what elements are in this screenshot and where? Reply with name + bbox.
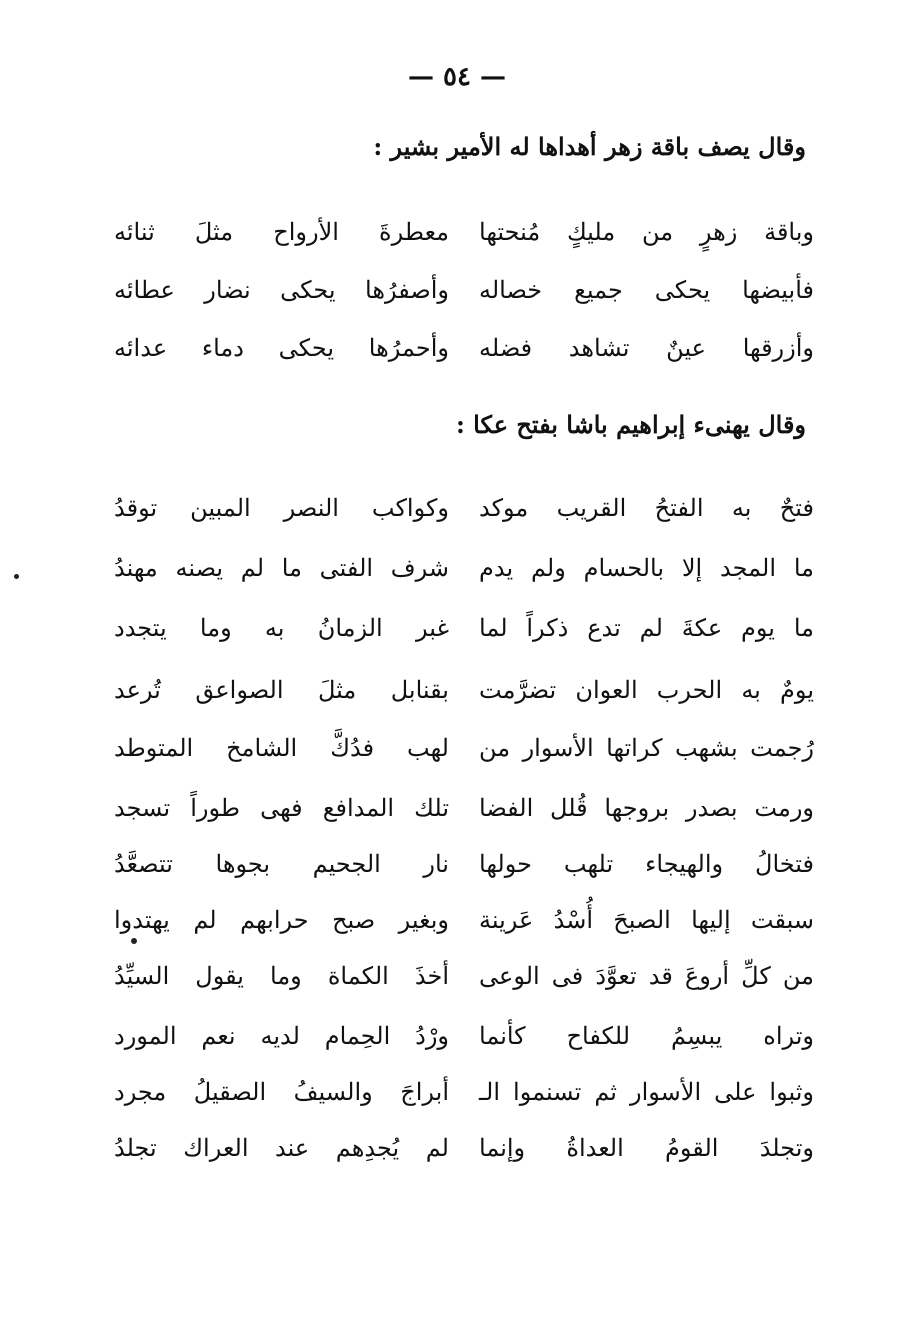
verse xyxy=(114,734,814,778)
verse xyxy=(114,218,814,262)
verse xyxy=(114,554,814,598)
verse-second-hemistich: نار الجحيم بجوها تتصعَّدُ xyxy=(114,850,449,878)
scan-speck xyxy=(131,938,137,944)
verse-first-hemistich: من كلِّ أروعَ قد تعوَّدَ فى الوعى xyxy=(479,962,814,990)
verse-first-hemistich: ما المجد إلا بالحسام ولم يدم xyxy=(479,554,814,582)
verse-second-hemistich: وأحمرُها يحكى دماء عدائه xyxy=(114,334,449,362)
verse-second-hemistich: شرف الفتى ما لم يصنه مهندُ xyxy=(114,554,449,582)
verse-second-hemistich: لم يُجدِهم عند العراك تجلدُ xyxy=(114,1134,449,1162)
verse xyxy=(114,494,814,538)
verse xyxy=(114,794,814,838)
verse-second-hemistich: لهب فدُكَّ الشامخ المتوطد xyxy=(114,734,449,762)
verse xyxy=(114,276,814,320)
verse-first-hemistich: سبقت إليها الصبحَ أُسْدُ عَرينة xyxy=(479,906,814,934)
verse-second-hemistich: ورْدُ الحِمام لديه نعم المورد xyxy=(114,1022,449,1050)
scan-speck xyxy=(14,574,19,579)
verse-first-hemistich: وتجلدَ القومُ العداةُ وإنما xyxy=(479,1134,814,1162)
verse-first-hemistich: فتحٌ به الفتحُ القريب موكد xyxy=(479,494,814,522)
verse-second-hemistich: وكواكب النصر المبين توقدُ xyxy=(114,494,449,522)
poem-heading-2: وقال يهنىء إبراهيم باشا بفتح عكا : xyxy=(455,410,806,439)
verse-first-hemistich: يومٌ به الحرب العوان تضرَّمت xyxy=(479,676,814,704)
verse-first-hemistich: وباقة زهرٍ من مليكٍ مُنحتها xyxy=(479,218,814,246)
verse-first-hemistich: ورمت بصدر بروجها قُلل الفضا xyxy=(479,794,814,822)
verse-first-hemistich: وتراه يبسِمُ للكفاح كأنما xyxy=(479,1022,814,1050)
verse xyxy=(114,1022,814,1066)
verse xyxy=(114,850,814,894)
verse xyxy=(114,1078,814,1122)
verse-first-hemistich: فأبيضها يحكى جميع خصاله xyxy=(479,276,814,304)
verse-first-hemistich: وثبوا على الأسوار ثم تسنموا الـ xyxy=(479,1078,814,1106)
verse xyxy=(114,676,814,720)
verse-first-hemistich: وأزرقها عينٌ تشاهد فضله xyxy=(479,334,814,362)
verse-first-hemistich: ما يوم عكةَ لم تدع ذكراً لما xyxy=(479,614,814,642)
verse-first-hemistich: رُجمت بشهب كراتها الأسوار من xyxy=(479,734,814,762)
verse xyxy=(114,1134,814,1178)
verse-second-hemistich: وبغير صبح حرابهم لم يهتدوا xyxy=(114,906,449,934)
verse xyxy=(114,906,814,950)
verse-second-hemistich: أبراجَ والسيفُ الصقيلُ مجرد xyxy=(114,1078,449,1106)
verse-second-hemistich: أخذَ الكماة وما يقول السيِّدُ xyxy=(114,962,449,990)
verse-second-hemistich: غبر الزمانُ به وما يتجدد xyxy=(114,614,449,642)
page-number: — ٥٤ — xyxy=(407,62,507,92)
verse-second-hemistich: معطرةَ الأرواح مثلَ ثنائه xyxy=(114,218,449,246)
verse-first-hemistich: فتخالُ والهيجاء تلهب حولها xyxy=(479,850,814,878)
poem-heading-1: وقال يصف باقة زهر أهداها له الأمير بشير : xyxy=(373,132,806,161)
verse-second-hemistich: تلك المدافع فهى طوراً تسجد xyxy=(114,794,449,822)
verse-second-hemistich: بقنابل مثلَ الصواعق تُرعد xyxy=(114,676,449,704)
verse xyxy=(114,962,814,1006)
verse xyxy=(114,614,814,658)
verse xyxy=(114,334,814,378)
verse-second-hemistich: وأصفرُها يحكى نضار عطائه xyxy=(114,276,449,304)
